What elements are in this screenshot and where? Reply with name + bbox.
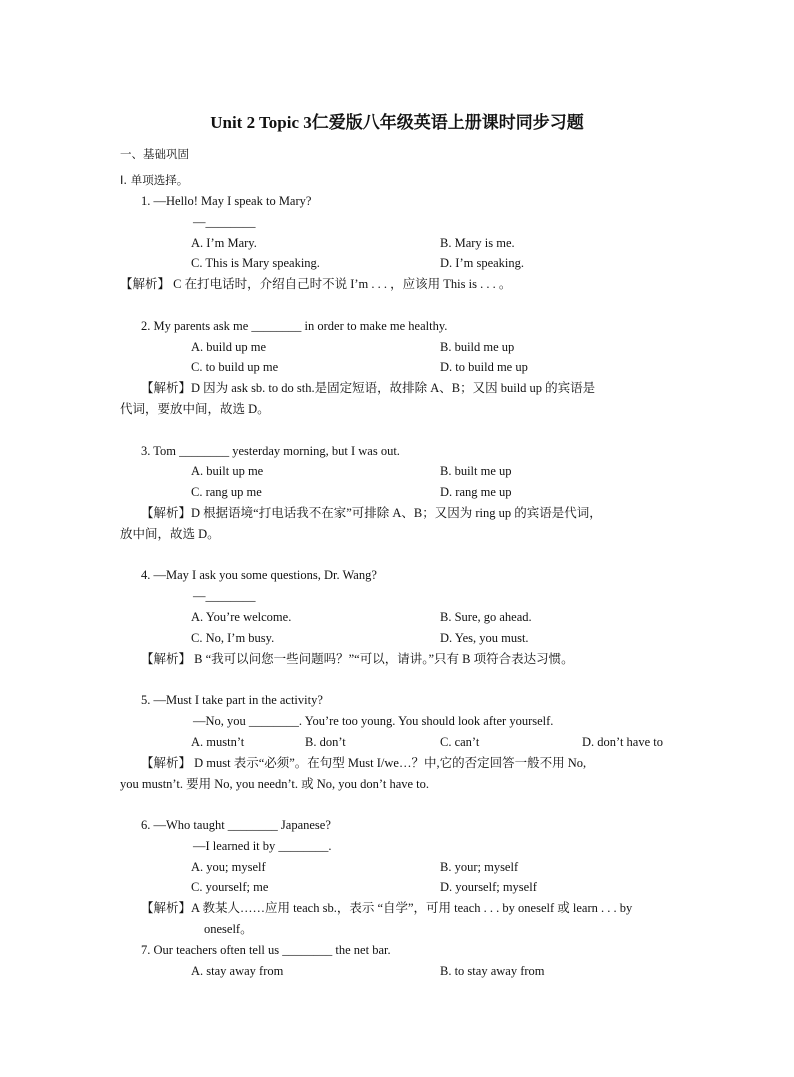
question-1-explanation: 【解析】 C 在打电话时，介绍自己时不说 I’m . . . ，应该用 This is . . . 。: [120, 277, 512, 291]
question-3-explanation-line1: 【解析】D 根据语境“打电话我不在家”可排除 A、B；又因为 ring up 的宾语是代词，: [141, 506, 602, 520]
question-4-option-c: C. No, I’m busy.: [191, 631, 275, 645]
question-3-option-b: B. built me up: [440, 464, 512, 478]
question-1-reply: —________: [193, 215, 256, 229]
question-3-explanation-line2: 放中间，故选 D。: [120, 527, 220, 541]
question-2-explanation-line2: 代词，要放中间，故选 D。: [120, 402, 270, 416]
question-1-option-d: D. I’m speaking.: [440, 256, 525, 270]
question-5-option-b: B. don’t: [305, 735, 346, 749]
question-5-stem: 5. —Must I take part in the activity?: [141, 693, 323, 707]
section-heading: 一、基础巩固: [120, 147, 189, 161]
question-7-option-b: B. to stay away from: [440, 964, 545, 978]
question-5-option-d: D. don’t have to: [582, 735, 664, 749]
question-4-stem: 4. —May I ask you some questions, Dr. Wang?: [141, 568, 377, 582]
question-7-stem: 7. Our teachers often tell us ________ the net bar.: [141, 943, 391, 957]
question-4-option-b: B. Sure, go ahead.: [440, 610, 532, 624]
question-5-reply: —No, you ________. You’re too young. You should look after yourself.: [193, 714, 554, 728]
question-7-option-a: A. stay away from: [191, 964, 284, 978]
question-4-option-d: D. Yes, you must.: [440, 631, 529, 645]
question-2-stem: 2. My parents ask me ________ in order to make me healthy.: [141, 319, 448, 333]
question-5-option-c: C. can’t: [440, 735, 480, 749]
question-3-option-d: D. rang me up: [440, 485, 512, 499]
question-1-stem: 1. —Hello! May I speak to Mary?: [141, 194, 312, 208]
question-5-explanation-line1: 【解析】 D must 表示“必须”。在句型 Must I/we…？中,它的否定回答一般不用 No,: [141, 756, 587, 770]
part-heading: Ⅰ. 单项选择。: [120, 173, 189, 187]
question-6-option-a: A. you; myself: [191, 860, 266, 874]
question-2-option-a: A. build up me: [191, 340, 266, 354]
question-2-option-b: B. build me up: [440, 340, 515, 354]
question-6-explanation-line2: oneself。: [204, 922, 253, 936]
question-1-option-b: B. Mary is me.: [440, 236, 515, 250]
question-4-explanation: 【解析】 B “我可以问您一些问题吗？”“可以，请讲。”只有 B 项符合表达习惯。: [141, 652, 574, 666]
question-6-option-b: B. your; myself: [440, 860, 519, 874]
question-6-option-d: D. yourself; myself: [440, 880, 537, 894]
question-6-reply: —I learned it by ________.: [193, 839, 332, 853]
question-2-option-d: D. to build me up: [440, 360, 528, 374]
question-1-option-a: A. I’m Mary.: [191, 236, 257, 250]
question-2-option-c: C. to build up me: [191, 360, 279, 374]
question-1-option-c: C. This is Mary speaking.: [191, 256, 320, 270]
question-2-explanation-line1: 【解析】D 因为 ask sb. to do sth.是固定短语，故排除 A、B；又因 build up 的宾语是: [141, 381, 596, 395]
question-4-reply: —________: [193, 589, 256, 603]
question-3-option-a: A. built up me: [191, 464, 264, 478]
question-6-stem: 6. —Who taught ________ Japanese?: [141, 818, 331, 832]
question-5-option-a: A. mustn’t: [191, 735, 245, 749]
question-6-explanation-line1: 【解析】A 教某人……应用 teach sb.，表示 “自学”，可用 teach . . . by oneself 或 learn . . . by: [141, 901, 633, 915]
question-4-option-a: A. You’re welcome.: [191, 610, 292, 624]
question-3-stem: 3. Tom ________ yesterday morning, but I was out.: [141, 444, 400, 458]
page-title: Unit 2 Topic 3仁爱版八年级英语上册课时同步习题: [210, 113, 584, 132]
question-3-option-c: C. rang up me: [191, 485, 262, 499]
question-5-explanation-line2: you mustn’t. 要用 No, you needn’t. 或 No, you don’t have to.: [120, 777, 430, 791]
question-6-option-c: C. yourself; me: [191, 880, 269, 894]
